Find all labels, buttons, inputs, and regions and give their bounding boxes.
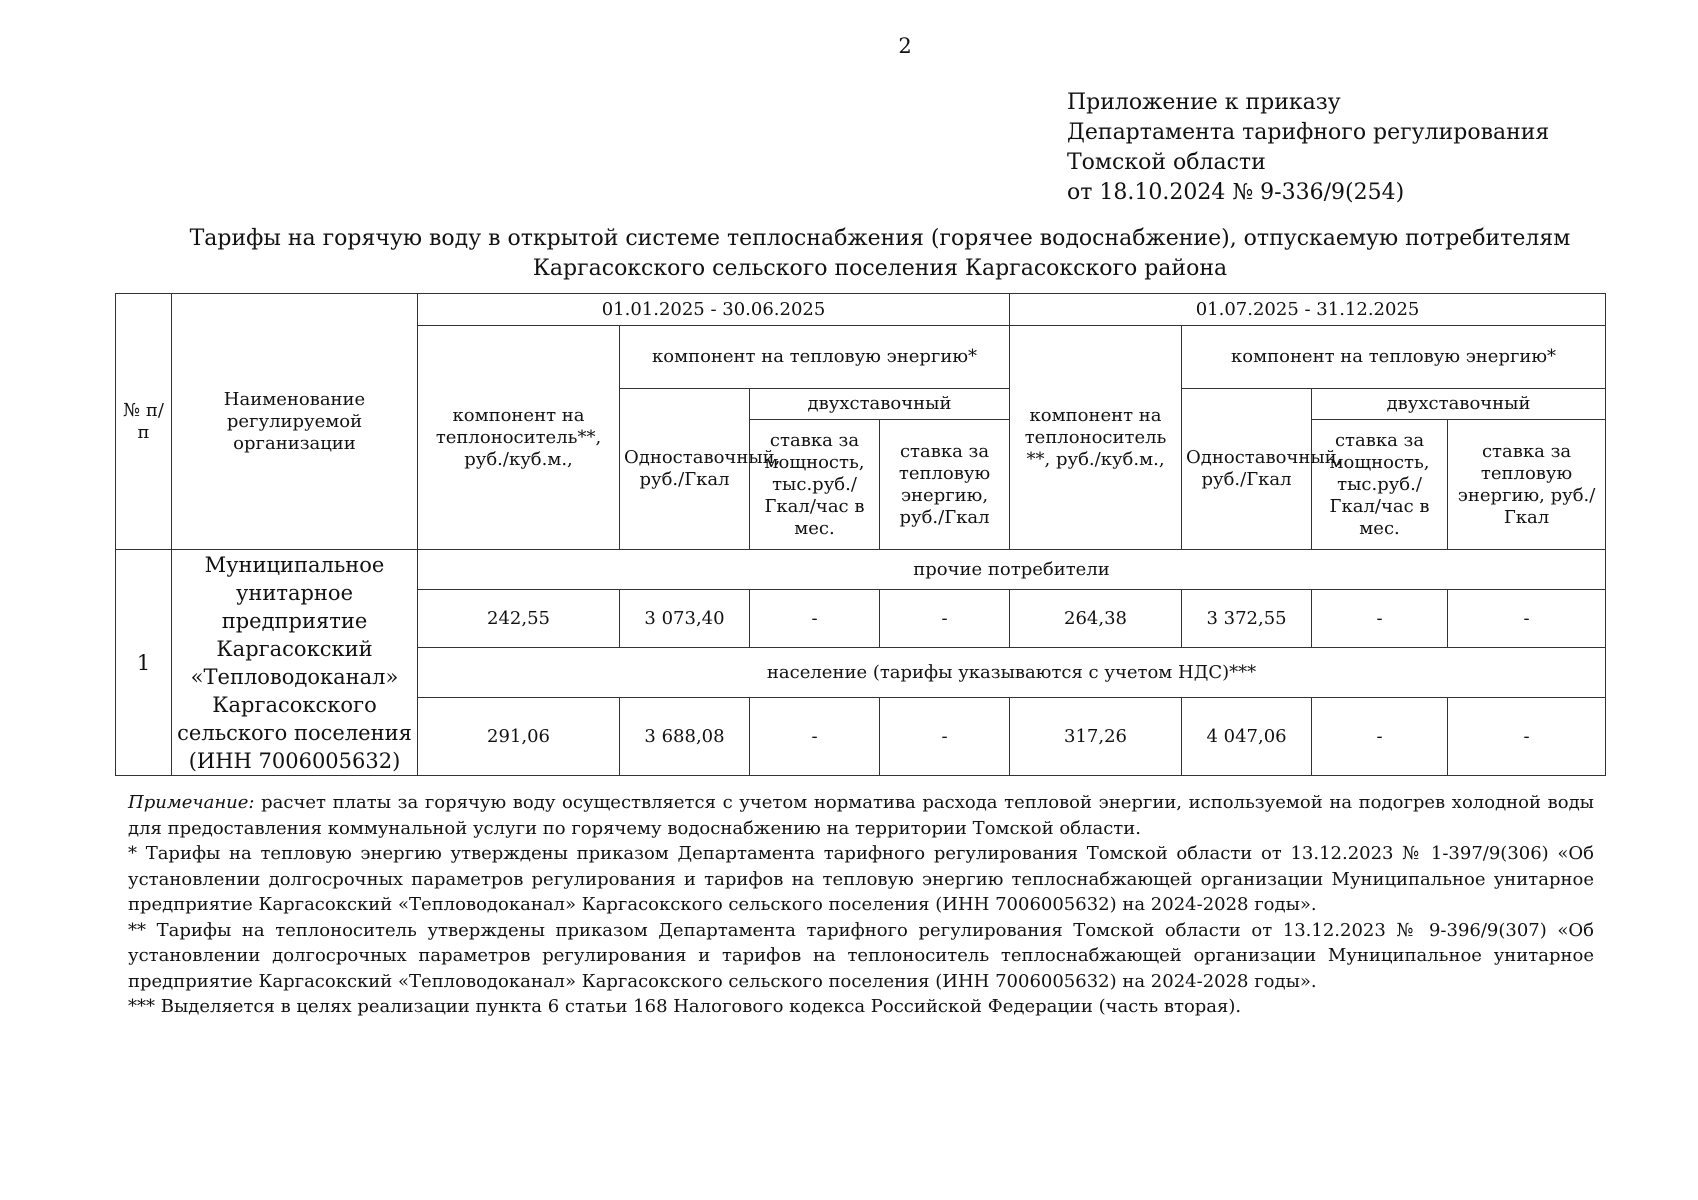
- table-cell: 291,06: [418, 698, 620, 776]
- header-period-1: 01.01.2025 - 30.06.2025: [418, 294, 1010, 326]
- header-energy-rate: ставка за тепловую энергию, руб./Гкал: [1448, 420, 1606, 550]
- tariff-table: [115, 293, 1606, 776]
- header-single-rate: Одноставочный, руб./Гкал: [1182, 389, 1312, 550]
- header-heat-component: компонент на тепловую энергию*: [1182, 326, 1606, 389]
- appendix-line: Приложение к приказу: [1067, 90, 1341, 115]
- table-cell: -: [1312, 698, 1448, 776]
- table-cell: -: [1448, 590, 1606, 648]
- header-capacity-rate: ставка за мощность, тыс.руб./ Гкал/час в мес.: [750, 420, 880, 550]
- header-org-name: Наименование регулируемой организации: [172, 294, 418, 550]
- header-coolant-component: компонент на теплоноситель **, руб./куб.м.,: [1010, 326, 1182, 550]
- appendix-order-number: от 18.10.2024 № 9-336/9(254): [1067, 180, 1405, 205]
- notes-block: [128, 790, 1594, 1020]
- header-period-2: 01.07.2025 - 31.12.2025: [1010, 294, 1606, 326]
- appendix-block: [1067, 88, 1549, 208]
- group-label-other-consumers: прочие потребители: [418, 550, 1606, 590]
- table-cell: 4 047,06: [1182, 698, 1312, 776]
- header-two-rate: двухставочный: [750, 389, 1010, 420]
- header-heat-component: компонент на тепловую энергию*: [620, 326, 1010, 389]
- appendix-line: Департамента тарифного регулирования: [1067, 120, 1550, 145]
- header-energy-rate: ставка за тепловую энергию, руб./Гкал: [880, 420, 1010, 550]
- footnote-coolant: ** Тарифы на теплоноситель утверждены приказом Департамента тарифного регулирования Томской области от 13.12.2023 № 9-396/9(307) «Об установлении долгосрочных параметров регулирования и тарифов на теплоноситель теплоснабжающей организации Муниципальное унитарное предприятие Каргасокский «Тепловодоканал» Каргасокского сельского поселения (ИНН 7006005632) на 2024-2028 годы».: [128, 919, 1594, 992]
- header-capacity-rate: ставка за мощность, тыс.руб./ Гкал/час в мес.: [1312, 420, 1448, 550]
- header-single-rate: Одноставочный, руб./Гкал: [620, 389, 750, 550]
- title-line: Каргасокского сельского поселения Каргасокского района: [532, 256, 1228, 281]
- table-cell: -: [1448, 698, 1606, 776]
- header-number: № п/п: [116, 294, 172, 550]
- header-two-rate: двухставочный: [1312, 389, 1606, 420]
- note-main: [128, 790, 1594, 841]
- document-title: [180, 224, 1580, 284]
- title-line: Тарифы на горячую воду в открытой системе теплоснабжения (горячее водоснабжение), отпускаемую потребителям: [189, 226, 1571, 251]
- table-cell: 3 372,55: [1182, 590, 1312, 648]
- table-cell: -: [750, 590, 880, 648]
- header-coolant-component: компонент на теплоноситель**, руб./куб.м.,: [418, 326, 620, 550]
- footnote-vat: *** Выделяется в целях реализации пункта 6 статьи 168 Налогового кодекса Российской Федерации (часть вторая).: [128, 996, 1242, 1017]
- table-cell: -: [1312, 590, 1448, 648]
- organization-name: Муниципальное унитарное предприятие Каргасокский «Тепловодоканал» Каргасокского сельского поселения (ИНН 7006005632): [172, 550, 418, 776]
- row-number: 1: [116, 550, 172, 776]
- table-cell: -: [880, 590, 1010, 648]
- table-cell: 242,55: [418, 590, 620, 648]
- group-label-population: население (тарифы указываются с учетом НДС)***: [418, 648, 1606, 698]
- table-cell: 317,26: [1010, 698, 1182, 776]
- table-cell: 264,38: [1010, 590, 1182, 648]
- page-number: 2: [898, 34, 912, 58]
- table-cell: 3 688,08: [620, 698, 750, 776]
- note-label: Примечание:: [128, 792, 255, 813]
- table-cell: -: [880, 698, 1010, 776]
- note-main-text: расчет платы за горячую воду осуществляется с учетом норматива расхода тепловой энергии, используемой на подогрев холодной воды для предоставления коммунальной услуги по горячему водоснабжению на территории Томской области.: [128, 792, 1594, 839]
- table-cell: -: [750, 698, 880, 776]
- appendix-line: Томской области: [1067, 150, 1266, 175]
- footnote-heat: * Тарифы на тепловую энергию утверждены приказом Департамента тарифного регулирования Томской области от 13.12.2023 № 1-397/9(306) «Об установлении долгосрочных параметров регулирования и тарифов на тепловую энергию теплоснабжающей организации Муниципальное унитарное предприятие Каргасокский «Тепловодоканал» Каргасокского сельского поселения (ИНН 7006005632) на 2024-2028 годы».: [128, 843, 1594, 915]
- table-cell: 3 073,40: [620, 590, 750, 648]
